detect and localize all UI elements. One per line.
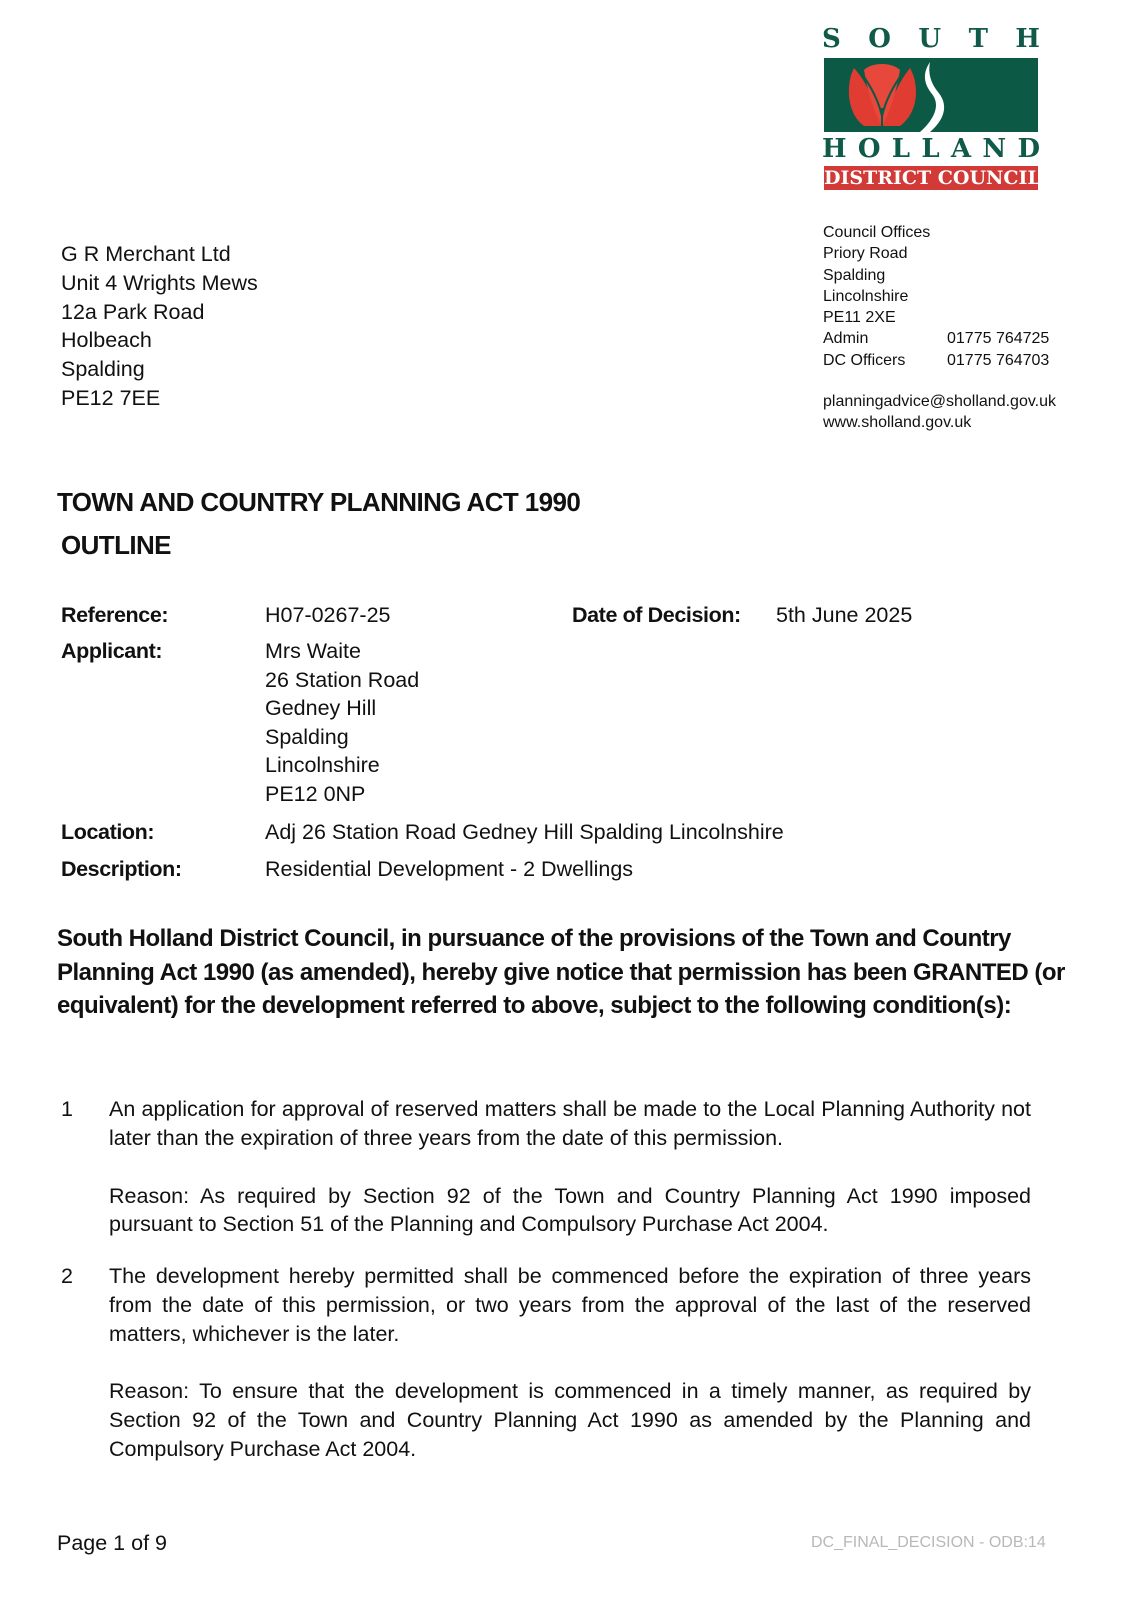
logo-letter: H (822, 134, 847, 164)
recipient-line: Holbeach (61, 328, 152, 353)
phone-dc-officers (823, 350, 1056, 371)
recipient-line: PE12 7EE (61, 385, 161, 410)
application-details (61, 603, 1061, 881)
applicant-line: 26 Station Road (265, 667, 420, 692)
condition-number: 1 (61, 1097, 73, 1121)
document-code: DC_FINAL_DECISION - ODB:14 (811, 1534, 1046, 1551)
condition-reason: Reason: To ensure that the development is commenced in a timely manner, as required by Section 92 of the Town and Country Planning Act 1990 as amended by the Planning and Compulsory Purchase Act 2004. (109, 1379, 1031, 1461)
address-line: Council Offices (823, 224, 931, 241)
act-title: TOWN AND COUNTRY PLANNING ACT 1990 (57, 487, 581, 517)
page-number: Page 1 of 9 (57, 1531, 167, 1555)
condition-text: The development hereby permitted shall be commenced before the expiration of three years from the date of this permission, or two years from the approval of the last of the reserved matters, whichever is the later. (109, 1264, 1031, 1346)
logo-banner: DISTRICT COUNCIL (824, 167, 1041, 189)
address-line: PE11 2XE (823, 309, 896, 327)
council-logo (822, 24, 1040, 194)
logo-letter: A (950, 134, 972, 164)
logo-letter: U (918, 24, 942, 54)
logo-word-holland (822, 134, 1040, 164)
logo-letter: O (868, 24, 891, 54)
council-address (823, 222, 1056, 434)
logo-letter: S (822, 24, 841, 54)
logo-letter: L (921, 134, 940, 164)
location-label: Location: (61, 820, 155, 844)
description-label: Description: (61, 857, 182, 881)
applicant-line: Gedney Hill (265, 696, 377, 721)
applicant-label: Applicant: (61, 639, 163, 663)
tulip-icon (824, 58, 1038, 132)
applicant-line: Lincolnshire (265, 753, 380, 778)
applicant-line: PE12 0NP (265, 781, 366, 806)
decision-date-label: Date of Decision: (572, 603, 741, 627)
condition-reason: Reason: As required by Section 92 of the Town and Country Planning Act 1990 imposed pursuant to Section 51 of the Planning and Compulsory Purchase Act 2004. (109, 1183, 1031, 1237)
condition-2 (61, 1262, 1031, 1464)
email-link[interactable]: planningadvice@sholland.gov.uk (823, 393, 1056, 411)
logo-letter: H (1015, 24, 1040, 54)
applicant-line: Spalding (265, 724, 349, 749)
recipient-line: 12a Park Road (61, 299, 205, 324)
logo-letter: D (1017, 134, 1040, 164)
logo-letter: T (968, 24, 988, 54)
phone-number: 01775 764725 (947, 330, 1050, 348)
decision-date-value: 5th June 2025 (776, 603, 913, 627)
reference-row (61, 603, 168, 628)
phone-label: DC Officers (823, 351, 906, 369)
condition-number: 2 (61, 1264, 73, 1288)
application-type: OUTLINE (61, 530, 171, 560)
address-line: Priory Road (823, 245, 908, 263)
grant-notice: South Holland District Council, in pursuance of the provisions of the Town and Country Planning Act 1990 (as amended), hereby give notice that permission has been GRANTED (or equivalent) for the development referred to above, subject to the following condition(s): (57, 925, 1065, 1020)
reference-label: Reference: (61, 603, 169, 627)
applicant-line: Mrs Waite (265, 639, 361, 663)
phone-admin (823, 328, 1056, 349)
applicant-address (265, 637, 419, 809)
reference-value: H07-0267-25 (265, 603, 391, 627)
logo-letter: N (982, 134, 1007, 164)
tulip-emblem (824, 58, 1038, 132)
condition-text: An application for approval of reserved matters shall be made to the Local Planning Authority not later than the expiration of three years from the date of this permission. (109, 1097, 1031, 1150)
address-line: Spalding (823, 266, 886, 284)
description-value: Residential Development - 2 Dwellings (265, 857, 634, 881)
address-line: Lincolnshire (823, 287, 909, 305)
location-value: Adj 26 Station Road Gedney Hill Spalding Lincolnshire (265, 820, 784, 844)
recipient-line: Spalding (61, 357, 145, 382)
recipient-line: Unit 4 Wrights Mews (61, 270, 258, 295)
phone-label: Admin (823, 330, 869, 348)
logo-letter: O (857, 134, 881, 164)
phone-number: 01775 764703 (947, 351, 1050, 369)
recipient-line: G R Merchant Ltd (61, 242, 231, 266)
logo-letter: L (891, 134, 911, 164)
website-link[interactable]: www.sholland.gov.uk (823, 414, 972, 432)
recipient-address (61, 240, 258, 413)
condition-1 (61, 1095, 1031, 1239)
logo-word-south (822, 24, 1040, 54)
